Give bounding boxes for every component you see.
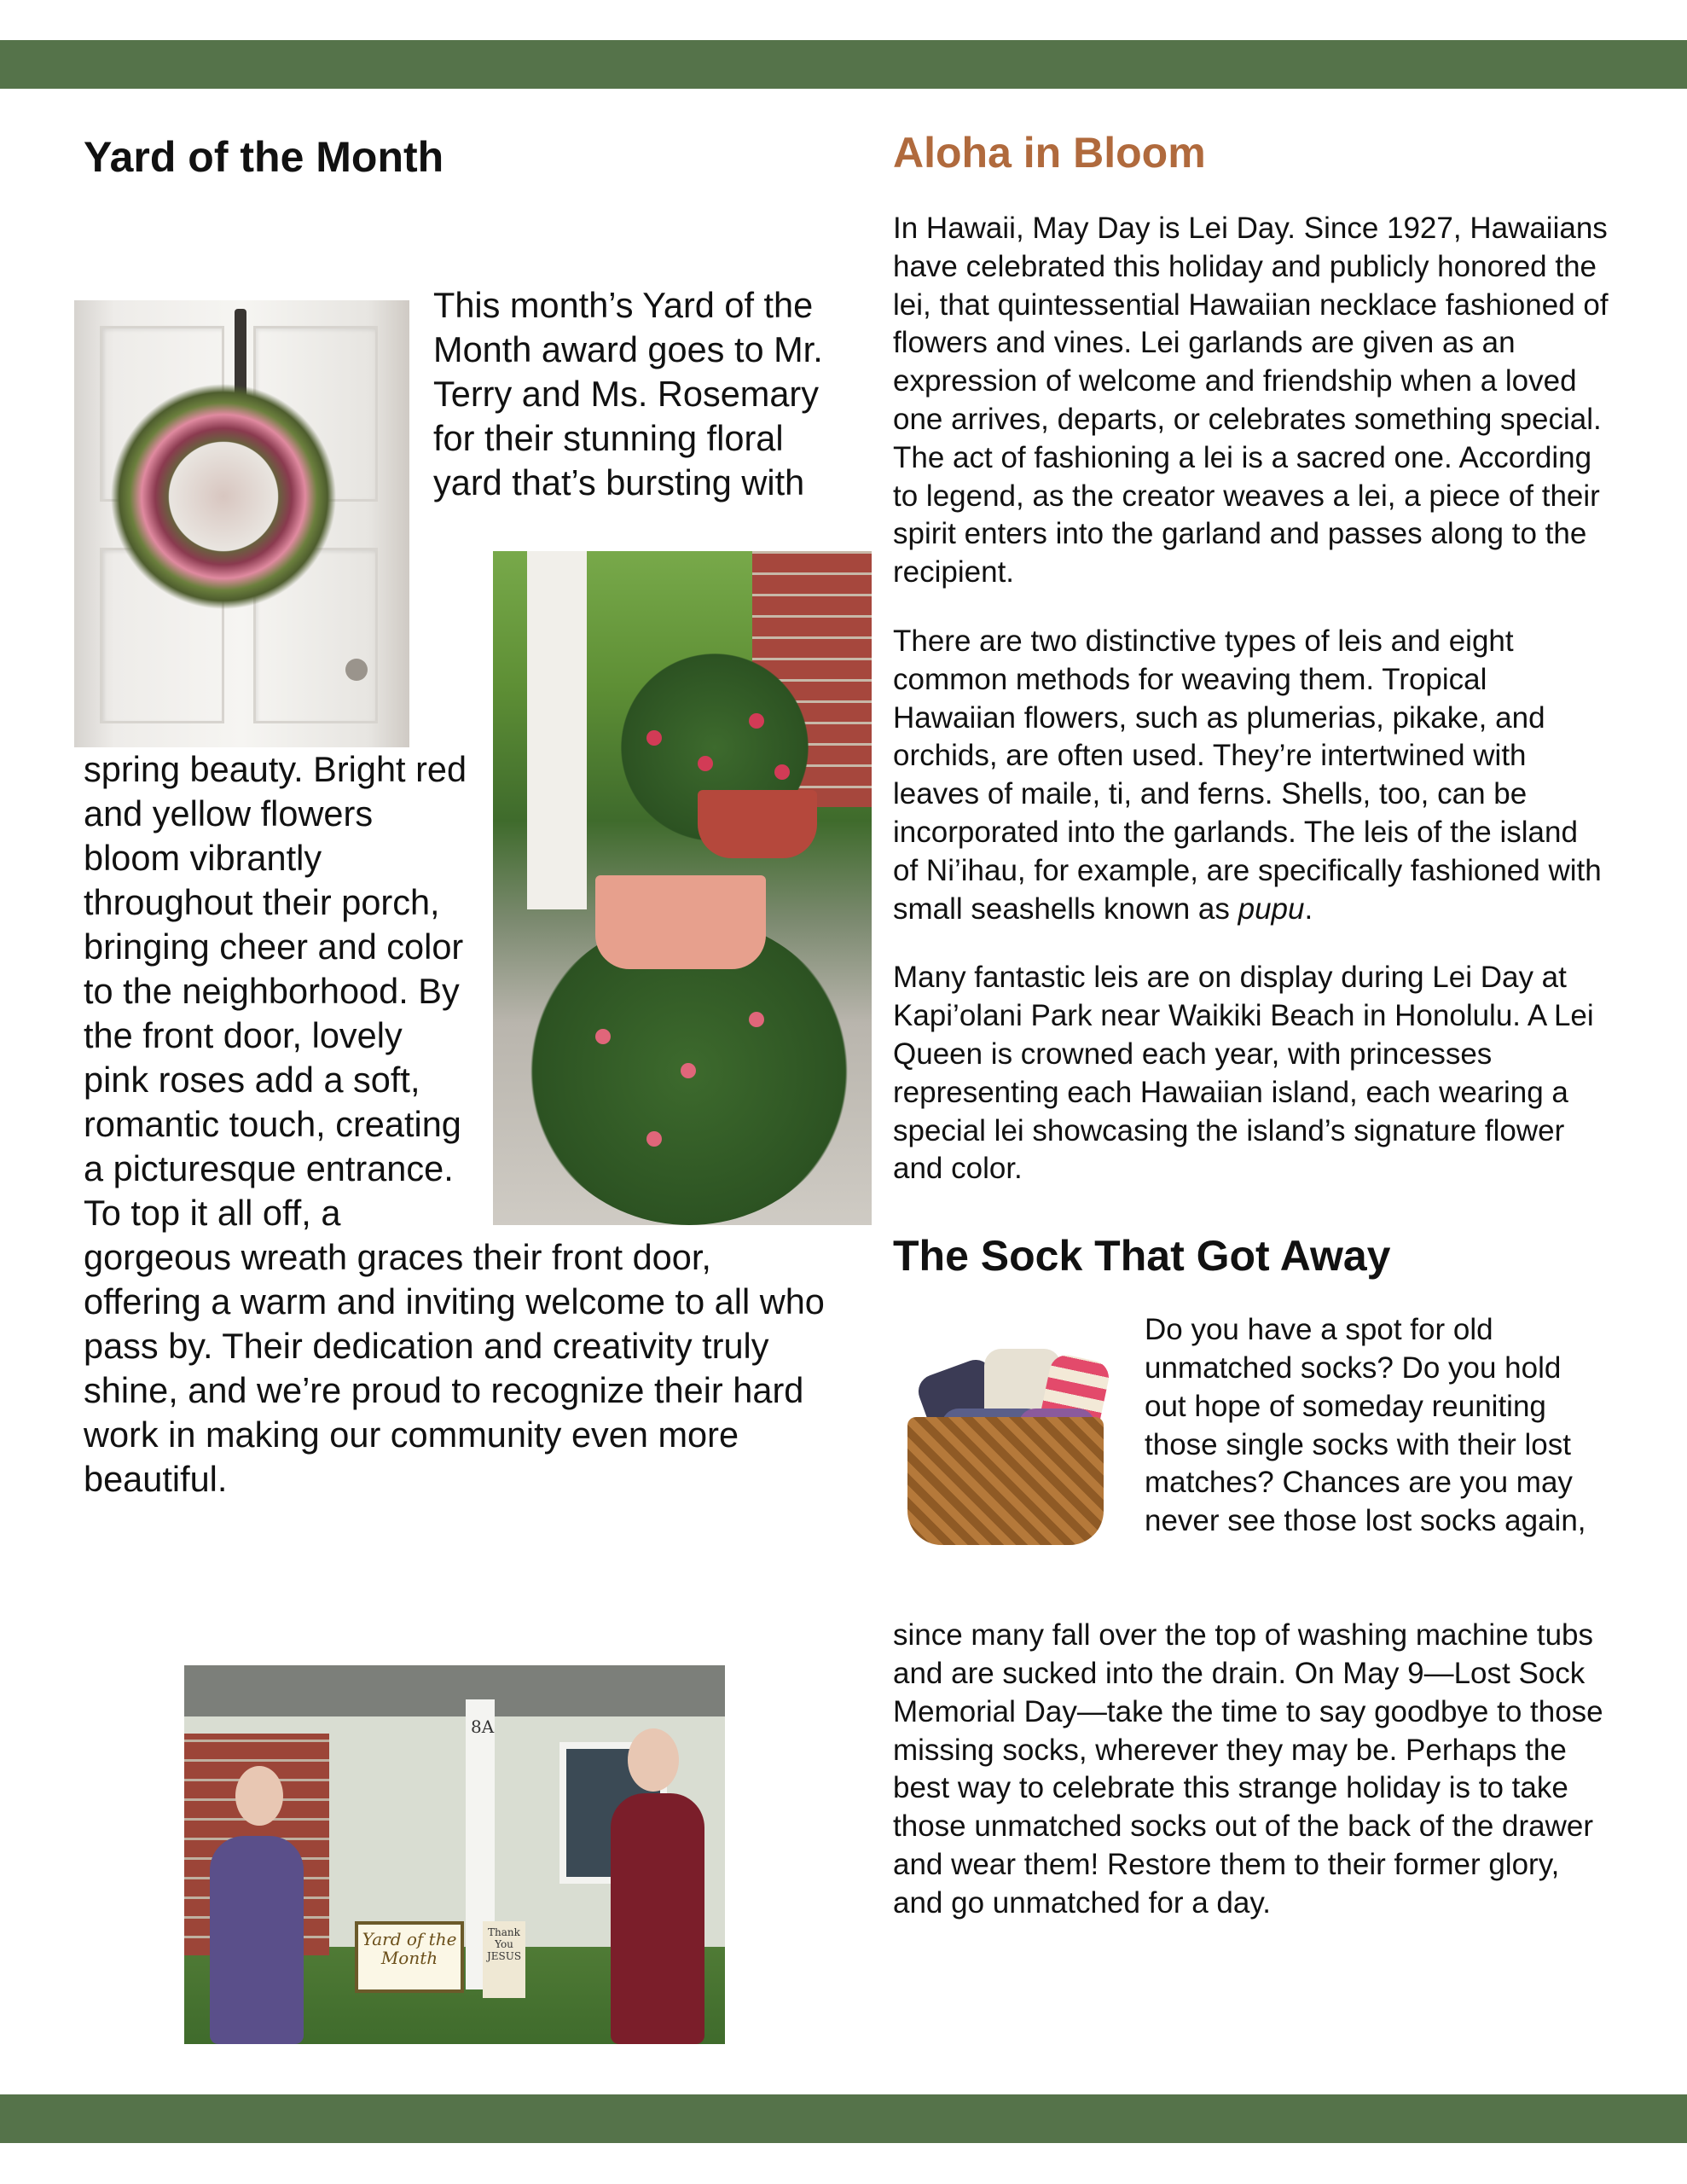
right-column bbox=[893, 128, 1609, 1923]
header-bar bbox=[0, 40, 1687, 89]
aloha-paragraph-1: In Hawaii, May Day is Lei Day. Since 1927, Hawaiians have celebrated this holiday and publicly honored the lei, that quintessential Hawaiian necklace fashioned of flowers and vines. Lei garlands are given as an expression of welcome and friendship when a loved one arrives, departs, or celebrates something special. The act of fashioning a lei is a sacred one. According to legend, as the creator weaves a lei, a piece of their spirit enters into the garland and passes along to the recipient. bbox=[893, 212, 1609, 590]
yard-paragraph: This month’s Yard of the Month award goes to Mr. Terry and Ms. Rosemary for their stunning floral yard that’s bursting with spring beauty. Bright red and yellow flowers bloom vibrantly throughout their porch, bringing cheer and color to the neighborhood. By the front door, lovely pink roses add a soft, romantic touch, creating a picturesque entrance. To top it all off, a gorgeous wreath graces their front door, offering a warm and inviting welcome to all who pass by. Their dedication and creativity truly shine, and we’re proud to recognize their hard work in making our community even more beautiful. bbox=[84, 285, 825, 1499]
award-recipients-photo bbox=[184, 1665, 725, 2044]
sock-article bbox=[893, 1311, 1609, 1922]
aloha-in-bloom-title: Aloha in Bloom bbox=[893, 129, 1206, 177]
wreath-door-photo bbox=[74, 300, 409, 747]
sock-that-got-away-title: The Sock That Got Away bbox=[893, 1232, 1391, 1281]
porch-flowers-photo bbox=[493, 551, 872, 1225]
sock-paragraph-2: since many fall over the top of washing machine tubs and are sucked into the drain. On May 9—Lost Sock Memorial Day—take the time to say goodbye to those missing socks, wherever they may be. Perhaps the best way to celebrate this strange holiday is to take those unmatched socks out of the back of the drawer and wear them! Restore them to their former glory, and go unmatched for a day. bbox=[893, 1618, 1603, 1920]
house-number: 8A bbox=[471, 1716, 495, 1737]
aloha-paragraph-2: There are two distinctive types of leis and eight common methods for weaving them. Tropical Hawaiian flowers, such as plumerias, pikake, and orchids, are often used. They’re intertwined with leaves of maile, ti, and ferns. Shells, too, can be incorporated into the garlands. The leis of the island of Ni’ihau, for example, are specifically fashioned with small seashells known as pupu. bbox=[893, 624, 1602, 926]
yard-article bbox=[84, 283, 834, 1502]
yard-of-the-month-title: Yard of the Month bbox=[84, 133, 444, 181]
wreath-icon bbox=[108, 381, 339, 612]
sock-paragraph-1: Do you have a spot for old unmatched socks? Do you hold out hope of someday reuniting those single socks with their lost matches? Chances are you may never see those lost socks again, bbox=[1145, 1313, 1586, 1538]
thank-you-sign: Thank You JESUS bbox=[483, 1921, 525, 1998]
aloha-paragraph-3: Many fantastic leis are on display during Lei Day at Kapi’olani Park near Waikiki Beach in Honolulu. A Lei Queen is crowned each year, with princesses representing each Hawaiian island, each wearing a special lei showcasing the island’s signature flower and color. bbox=[893, 961, 1594, 1186]
footer-bar bbox=[0, 2094, 1687, 2143]
yard-of-month-sign: Yard of the Month bbox=[355, 1921, 464, 1993]
sock-basket-photo bbox=[890, 1315, 1119, 1605]
